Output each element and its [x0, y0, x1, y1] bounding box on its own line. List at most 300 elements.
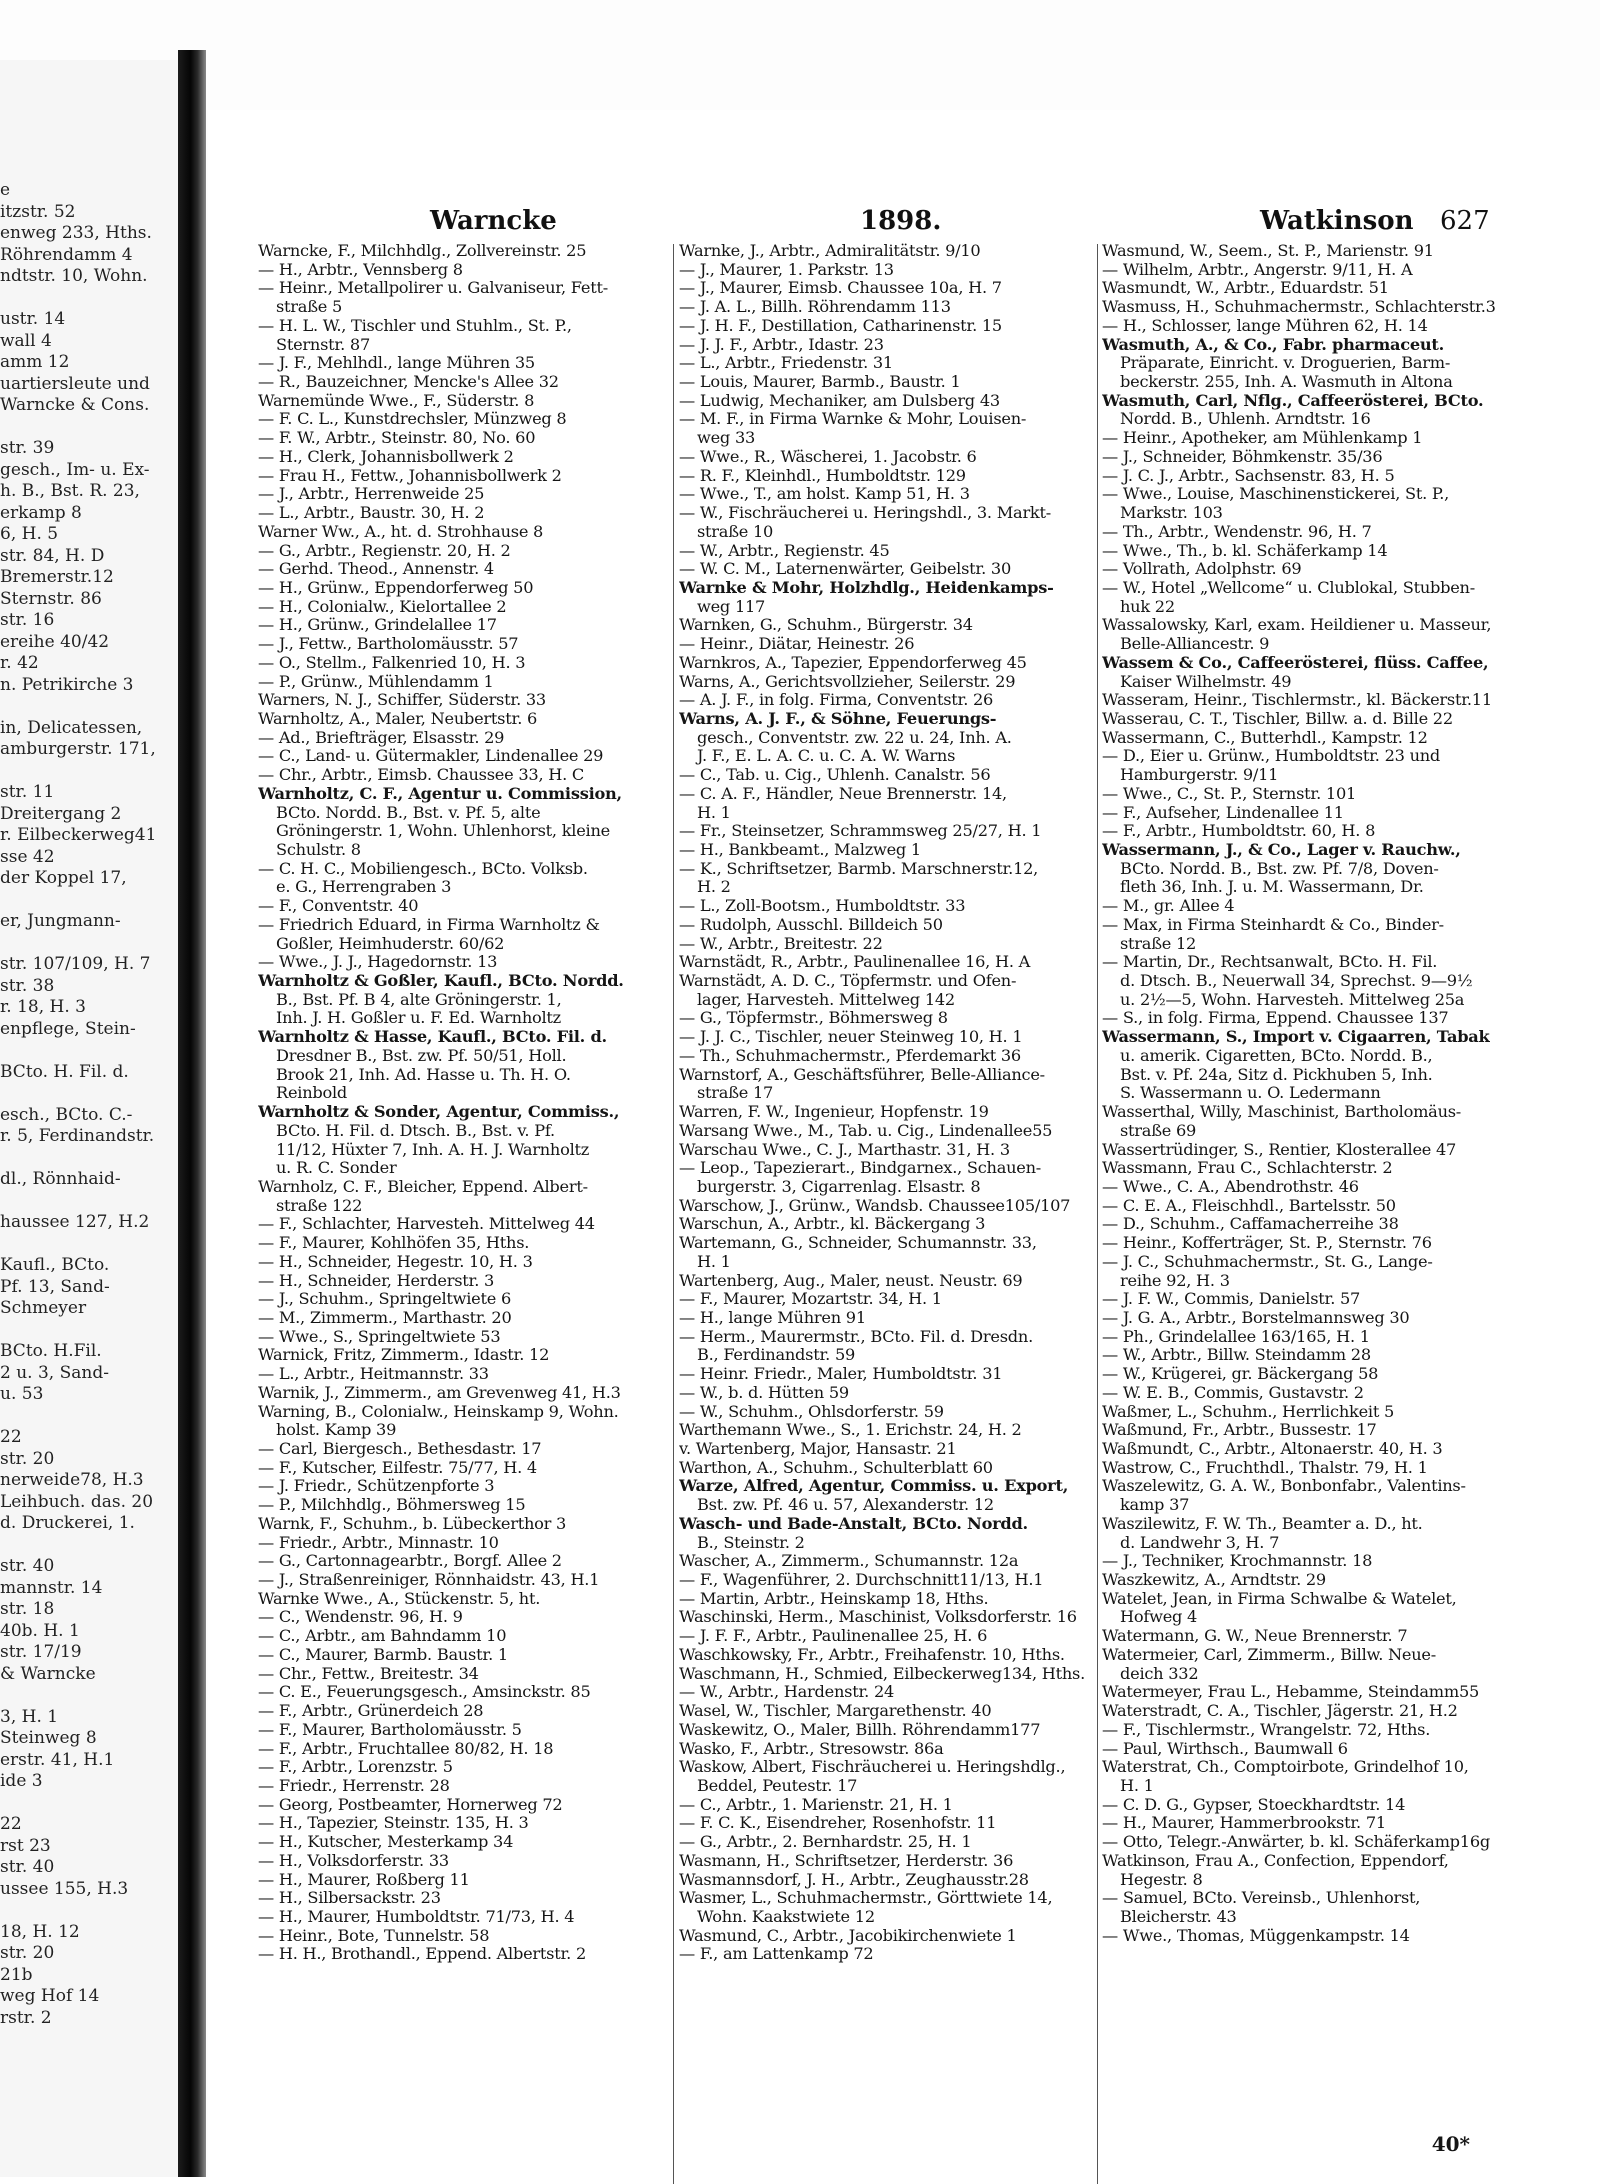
directory-entry-line: — J., Straßenreiniger, Rönnhaidstr. 43, H.1	[258, 1571, 600, 1590]
directory-entry-line: — Leop., Tapezierart., Bindgarnex., Schauen-	[679, 1159, 1042, 1178]
directory-entry-line: Watermeyer, Frau L., Hebamme, Steindamm55	[1102, 1683, 1480, 1702]
directory-entry-line: — Wwe., Thomas, Müggenkampstr. 14	[1102, 1926, 1410, 1945]
directory-entry-line: Wasmann, H., Schriftsetzer, Herderstr. 36	[679, 1851, 1014, 1870]
directory-entry-line: Wasmund, W., Seem., St. P., Marienstr. 91	[1102, 242, 1434, 260]
left-fragment-line: str. 20	[0, 1448, 55, 1469]
directory-entry-line: Wasmund, C., Arbtr., Jacobikirchenwiete 1	[679, 1926, 1017, 1945]
directory-entry-line: — H., Tapezier, Steinstr. 135, H. 3	[258, 1814, 529, 1833]
left-fragment-line: r. Eilbeckerweg41	[0, 825, 157, 845]
left-fragment-line: der Koppel 17,	[0, 868, 127, 888]
directory-entry-line: Warschow, J., Grünw., Wandsb. Chaussee105/107	[679, 1196, 1071, 1215]
directory-entry-line: — H., Schneider, Herderstr. 3	[258, 1271, 495, 1290]
directory-entry-line: — Herm., Maurermstr., BCto. Fil. d. Dresdn.	[679, 1327, 1033, 1346]
directory-entry-line: Brook 21, Inh. Ad. Hasse u. Th. H. O.	[276, 1065, 571, 1084]
directory-entry-line: — F., Aufseher, Lindenallee 11	[1102, 803, 1344, 822]
directory-entry-line: B., Steinstr. 2	[697, 1533, 805, 1552]
firm-entry-line: Wassermann, J., & Co., Lager v. Rauchw.,	[1102, 841, 1461, 859]
left-fragment-line: rstr. 2	[0, 2007, 52, 2028]
directory-entry-line: — Vollrath, Adolphstr. 69	[1102, 560, 1302, 579]
directory-entry-line: — Wwe., C. A., Abendrothstr. 46	[1102, 1177, 1359, 1196]
directory-entry-line: 11/12, Hüxter 7, Inh. A. H. J. Warnholtz	[276, 1140, 590, 1159]
directory-entry-line: huk 22	[1120, 597, 1175, 616]
directory-entry-line: Wascher, A., Zimmerm., Schumannstr. 12a	[679, 1552, 1019, 1571]
directory-entry-line: Wasmundt, W., Arbtr., Eduardstr. 51	[1102, 279, 1389, 298]
directory-entry-line: Watermann, G. W., Neue Brennerstr. 7	[1102, 1627, 1408, 1646]
directory-entry-line: — C., Maurer, Barmb. Baustr. 1	[258, 1645, 508, 1664]
left-fragment-line: Kaufl., BCto.	[0, 1255, 110, 1275]
left-fragment-line: nerweide78, H.3	[0, 1470, 144, 1490]
directory-entry-line: — F., Maurer, Kohlhöfen 35, Hths.	[258, 1234, 530, 1253]
directory-entry-line: Hegestr. 8	[1120, 1870, 1203, 1889]
directory-entry-line: Warthemann Wwe., S., 1. Erichstr. 24, H. 2	[679, 1421, 1022, 1440]
directory-entry-line: Waskewitz, O., Maler, Billh. Röhrendamm177	[679, 1720, 1041, 1739]
firm-entry-line: Wassem & Co., Caffeerösterei, flüss. Caffee,	[1102, 653, 1489, 672]
directory-entry-line: Bst. zw. Pf. 46 u. 57, Alexanderstr. 12	[697, 1496, 994, 1515]
directory-entry-line: — J. G. A., Arbtr., Borstelmannsweg 30	[1102, 1308, 1410, 1327]
directory-entry-line: Watelet, Jean, in Firma Schwalbe & Watelet,	[1102, 1589, 1457, 1608]
directory-entry-line: Warnstorf, A., Geschäftsführer, Belle-Alliance-	[679, 1065, 1045, 1084]
directory-entry-line: — C. A. F., Händler, Neue Brennerstr. 14,	[679, 784, 1007, 803]
directory-entry-line: — Gerhd. Theod., Annenstr. 4	[258, 560, 494, 579]
directory-entry-line: — C., Wendenstr. 96, H. 9	[258, 1608, 463, 1627]
directory-entry-line: Waschinski, Herm., Maschinist, Volksdorferstr. 16	[679, 1608, 1077, 1627]
directory-entry-line: H. 1	[697, 1252, 731, 1271]
directory-entry-line: Nordd. B., Uhlenh. Arndtstr. 16	[1120, 410, 1371, 429]
left-fragment-line: ide 3	[0, 1771, 43, 1791]
directory-entry-line: — C., Arbtr., am Bahndamm 10	[258, 1627, 507, 1646]
directory-entry-line: Hamburgerstr. 9/11	[1120, 766, 1279, 785]
directory-entry-line: Markstr. 103	[1120, 504, 1223, 523]
column-divider-1	[673, 244, 674, 2184]
directory-entry-line: — Rudolph, Ausschl. Billdeich 50	[679, 915, 943, 934]
directory-entry-line: — Heinr., Diätar, Heinestr. 26	[679, 635, 915, 654]
directory-entry-line: — K., Schriftsetzer, Barmb. Marschnerstr.12,	[679, 859, 1039, 878]
left-fragment-line: Steinweg 8	[0, 1728, 97, 1748]
directory-entry-line: — J., Schuhm., Springeltwiete 6	[258, 1290, 512, 1309]
directory-entry-line: Warnstädt, A. D. C., Töpfermstr. und Ofen-	[679, 972, 1017, 991]
left-fragment-line: wall 4	[0, 330, 52, 351]
left-fragment-line: 6, H. 5	[0, 524, 59, 544]
directory-entry-line: Inh. J. H. Goßler u. F. Ed. Warnholtz	[276, 1009, 561, 1028]
running-head-year: 1898.	[860, 206, 942, 236]
directory-entry-line: Warnemünde Wwe., F., Süderstr. 8	[258, 391, 535, 410]
directory-entry-line: — J. J. C., Tischler, neuer Steinweg 10, H. 1	[679, 1028, 1023, 1047]
directory-entry-line: Wassalowsky, Karl, exam. Heildiener u. Masseur,	[1102, 616, 1492, 635]
directory-entry-line: — Martin, Dr., Rechtsanwalt, BCto. H. Fil.	[1102, 953, 1438, 972]
directory-entry-line: — Heinr., Apotheker, am Mühlenkamp 1	[1102, 429, 1423, 448]
directory-entry-line: S. Wassermann u. O. Ledermann	[1120, 1084, 1381, 1103]
directory-entry-line: burgerstr. 3, Cigarrenlag. Elsastr. 8	[697, 1177, 981, 1196]
firm-entry-line: Warnke & Mohr, Holzhdlg., Heidenkamps-	[679, 578, 1054, 597]
left-fragment-line: Leihbuch. das. 20	[0, 1491, 154, 1512]
directory-entry-line: — W., Arbtr., Regienstr. 45	[679, 541, 890, 560]
directory-entry-line: — J. C. J., Arbtr., Sachsenstr. 83, H. 5	[1102, 466, 1395, 485]
directory-entry-line: — M., gr. Allee 4	[1102, 897, 1235, 916]
left-fragment-line: Dreitergang 2	[0, 803, 122, 824]
directory-entry-line: — C., Land- u. Gütermakler, Lindenallee 29	[258, 747, 604, 766]
directory-entry-line: — J. H. F., Destillation, Catharinenstr. 15	[679, 316, 1002, 335]
directory-entry-line: — Heinr. Friedr., Maler, Humboldtstr. 31	[679, 1365, 1003, 1384]
left-fragment-line: amm 12	[0, 352, 70, 372]
left-fragment-line: Schmeyer	[0, 1298, 87, 1318]
firm-entry-line: Wasmuth, Carl, Nflg., Caffeerösterei, BCto.	[1102, 391, 1484, 410]
left-fragment-line: & Warncke	[0, 1663, 96, 1684]
directory-entry-line: — H. H., Brothandl., Eppend. Albertstr. 2	[258, 1945, 587, 1964]
directory-entry-line: — J. A. L., Billh. Röhrendamm 113	[679, 298, 951, 317]
directory-entry-line: — R., Bauzeichner, Mencke's Allee 32	[258, 373, 559, 392]
left-fragment-line: 22	[0, 1814, 22, 1834]
left-fragment-line: str. 39	[0, 438, 55, 458]
directory-entry-line: Wasko, F., Arbtr., Stresowstr. 86a	[679, 1739, 944, 1758]
directory-entry-line: — C., Tab. u. Cig., Uhlenh. Canalstr. 56	[679, 766, 991, 785]
directory-entry-line: — G., Arbtr., Regienstr. 20, H. 2	[258, 541, 511, 560]
directory-entry-line: Wassmann, Frau C., Schlachterstr. 2	[1102, 1159, 1393, 1178]
directory-entry-line: — F., Arbtr., Humboldtstr. 60, H. 8	[1102, 822, 1376, 841]
directory-entry-line: — Ph., Grindelallee 163/165, H. 1	[1102, 1327, 1370, 1346]
directory-entry-line: gesch., Conventstr. zw. 22 u. 24, Inh. A.	[697, 728, 1012, 747]
directory-entry-line: Waterstrat, Ch., Comptoirbote, Grindelhof 10,	[1102, 1758, 1469, 1777]
directory-entry-line: Watkinson, Frau A., Confection, Eppendorf,	[1102, 1851, 1449, 1870]
directory-entry-line: BCto. Nordd. B., Bst. v. Pf. 5, alte	[276, 803, 541, 822]
directory-entry-line: straße 122	[276, 1196, 363, 1215]
left-fragment-line: 21b	[0, 1964, 33, 1985]
directory-entry-line: Warners, N. J., Schiffer, Süderstr. 33	[258, 691, 546, 710]
directory-entry-line: Schulstr. 8	[276, 841, 361, 859]
directory-entry-line: straße 69	[1120, 1121, 1197, 1140]
directory-entry-line: — C. E., Feuerungsgesch., Amsinckstr. 85	[258, 1683, 591, 1702]
signature-mark: 40*	[1431, 2132, 1470, 2156]
directory-entry-line: — W., Fischräucherei u. Heringshdl., 3. Markt-	[679, 504, 1051, 523]
left-fragment-line: 22	[0, 1427, 22, 1447]
directory-entry-line: Reinbold	[276, 1084, 348, 1103]
directory-entry-line: H. 1	[697, 803, 731, 822]
directory-entry-line: — Samuel, BCto. Vereinsb., Uhlenhorst,	[1102, 1889, 1421, 1908]
directory-entry-line: — F. C. L., Kunstdrechsler, Münzweg 8	[258, 410, 567, 429]
directory-entry-line: Präparate, Einricht. v. Droguerien, Barm-	[1120, 354, 1451, 373]
firm-entry-line: Wasmuth, A., & Co., Fabr. pharmaceut.	[1102, 335, 1445, 354]
left-fragment-line: n. Petrikirche 3	[0, 674, 134, 695]
directory-entry-line: — Heinr., Metallpolirer u. Galvaniseur, Fett-	[258, 279, 608, 298]
directory-entry-line: — L., Zoll-Bootsm., Humboldtstr. 33	[679, 897, 966, 916]
directory-entry-line: — M., Zimmerm., Marthastr. 20	[258, 1308, 512, 1327]
directory-entry-line: H. 1	[1120, 1776, 1154, 1795]
directory-entry-line: Waßmund, Fr., Arbtr., Bussestr. 17	[1102, 1421, 1377, 1440]
directory-entry-line: — Martin, Arbtr., Heinskamp 18, Hths.	[679, 1589, 989, 1608]
left-fragment-line: amburgerstr. 171,	[0, 739, 156, 759]
directory-entry-line: Warncke, F., Milchhdlg., Zollvereinstr. 25	[258, 242, 587, 260]
directory-entry-line: — P., Grünw., Mühlendamm 1	[258, 672, 494, 691]
directory-entry-line: Watermeier, Carl, Zimmerm., Billw. Neue-	[1102, 1645, 1436, 1664]
left-fragment-line: enpflege, Stein-	[0, 1018, 136, 1039]
directory-entry-line: Wasmer, L., Schuhmachermstr., Görttwiete 14,	[679, 1889, 1053, 1908]
directory-entry-line: — H., Grünw., Grindelallee 17	[258, 616, 497, 635]
directory-entry-line: — H., Arbtr., Vennsberg 8	[258, 260, 463, 279]
left-fragment-line: str. 40	[0, 1556, 55, 1576]
left-fragment-line: Pf. 13, Sand-	[0, 1276, 110, 1297]
left-fragment-line: ereihe 40/42	[0, 631, 110, 652]
directory-entry-line: — L., Arbtr., Heitmannstr. 33	[258, 1365, 489, 1384]
directory-entry-line: — A. J. F., in folg. Firma, Conventstr. 26	[679, 691, 994, 710]
directory-entry-line: — W., Schuhm., Ohlsdorferstr. 59	[679, 1402, 944, 1421]
directory-entry-line: — Fr., Steinsetzer, Schrammsweg 25/27, H. 1	[679, 822, 1042, 841]
directory-entry-line: — Max, in Firma Steinhardt & Co., Binder-	[1102, 915, 1444, 934]
left-fragment-line: str. 11	[0, 782, 55, 802]
directory-entry-line: — Ludwig, Mechaniker, am Dulsberg 43	[679, 391, 1000, 410]
left-fragment-line: ussee 155, H.3	[0, 1878, 129, 1899]
directory-entry-line: Waszelewitz, G. A. W., Bonbonfabr., Valentins-	[1102, 1477, 1466, 1496]
directory-entry-line: kamp 37	[1120, 1496, 1190, 1515]
directory-entry-line: Wasseram, Heinr., Tischlermstr., kl. Bäckerstr.11	[1102, 691, 1492, 710]
firm-entry-line: Warze, Alfred, Agentur, Commiss. u. Export,	[679, 1477, 1069, 1496]
directory-entry-line: — F. W., Arbtr., Steinstr. 80, No. 60	[258, 429, 536, 448]
directory-entry-line: Waßmundt, C., Arbtr., Altonaerstr. 40, H. 3	[1102, 1440, 1443, 1458]
directory-entry-line: u. amerik. Cigaretten, BCto. Nordd. B.,	[1120, 1046, 1433, 1065]
directory-entry-line: — G., Arbtr., 2. Bernhardstr. 25, H. 1	[679, 1833, 972, 1852]
directory-entry-line: Warschun, A., Arbtr., kl. Bäckergang 3	[679, 1215, 986, 1234]
directory-entry-line: — H., Clerk, Johannisbollwerk 2	[258, 447, 514, 466]
directory-entry-line: — P., Milchhdlg., Böhmersweg 15	[258, 1496, 526, 1515]
directory-entry-line: weg 33	[697, 429, 756, 448]
directory-entry-line: Warner Ww., A., ht. d. Strohhause 8	[258, 522, 544, 541]
directory-entry-line: — C., Arbtr., 1. Marienstr. 21, H. 1	[679, 1795, 953, 1814]
directory-entry-line: — M. F., in Firma Warnke & Mohr, Louisen-	[679, 410, 1027, 429]
left-fragment-line: r. 42	[0, 653, 39, 673]
directory-entry-line: — H., Schneider, Hegestr. 10, H. 3	[258, 1252, 533, 1271]
directory-entry-line: — J. F. W., Commis, Danielstr. 57	[1102, 1290, 1361, 1309]
directory-entry-line: u. 2½—5, Wohn. Harvesteh. Mittelweg 25a	[1120, 990, 1465, 1009]
directory-entry-line: — Heinr., Bote, Tunnelstr. 58	[258, 1926, 490, 1945]
directory-entry-line: — F., am Lattenkamp 72	[679, 1945, 874, 1964]
directory-entry-line: Warnholtz, A., Maler, Neubertstr. 6	[258, 709, 538, 728]
directory-entry-line: — L., Arbtr., Baustr. 30, H. 2	[258, 504, 485, 523]
directory-entry-line: — F., Wagenführer, 2. Durchschnitt11/13, H.1	[679, 1571, 1044, 1590]
book-gutter	[178, 50, 206, 2177]
directory-entry-line: — W. C. M., Laternenwärter, Geibelstr. 30	[679, 560, 1011, 579]
directory-entry-line: Warnholz, C. F., Bleicher, Eppend. Albert-	[258, 1177, 588, 1196]
directory-entry-line: — D., Schuhm., Caffamacherreihe 38	[1102, 1215, 1399, 1234]
firm-entry-line: Wassermann, S., Import v. Cigaarren, Tabak	[1102, 1028, 1490, 1047]
directory-entry-line: Goßler, Heimhuderstr. 60/62	[276, 934, 505, 953]
left-fragment-line: r. 5, Ferdinandstr.	[0, 1126, 155, 1146]
directory-entry-line: — F., Arbtr., Lorenzstr. 5	[258, 1758, 453, 1777]
directory-entry-line: — J., Techniker, Krochmannstr. 18	[1102, 1552, 1373, 1571]
directory-entry-line: Warnke Wwe., A., Stückenstr. 5, ht.	[258, 1589, 541, 1608]
left-fragment-line: gesch., Im- u. Ex-	[0, 459, 150, 480]
left-fragment-line: dl., Rönnhaid-	[0, 1169, 121, 1189]
running-head-left: Warncke	[430, 206, 557, 236]
directory-entry-line: reihe 92, H. 3	[1120, 1271, 1230, 1290]
directory-entry-line: e. G., Herrengraben 3	[276, 878, 452, 897]
directory-entry-line: Belle-Alliancestr. 9	[1120, 635, 1270, 654]
directory-entry-line: — Wwe., S., Springeltwiete 53	[258, 1327, 501, 1346]
directory-entry-line: — F., Conventstr. 40	[258, 897, 419, 916]
directory-entry-line: Warschau Wwe., C. J., Marthastr. 31, H. 3	[679, 1140, 1010, 1159]
directory-entry-line: — Wwe., Th., b. kl. Schäferkamp 14	[1102, 541, 1388, 560]
directory-entry-line: Waschkowsky, Fr., Arbtr., Freihafenstr. 10, Hths.	[679, 1645, 1065, 1664]
left-fragment-line: uartiersleute und	[0, 373, 150, 394]
directory-entry-line: weg 117	[697, 597, 766, 616]
directory-entry-line: Wasel, W., Tischler, Margarethenstr. 40	[679, 1702, 992, 1721]
directory-entry-line: — R. F., Kleinhdl., Humboldtstr. 129	[679, 466, 966, 485]
left-fragment-line: erkamp 8	[0, 502, 82, 523]
directory-entry-line: Hofweg 4	[1120, 1608, 1198, 1627]
directory-entry-line: — Otto, Telegr.-Anwärter, b. kl. Schäferkamp16g	[1102, 1833, 1491, 1852]
left-fragment-line: sse 42	[0, 846, 55, 867]
directory-entry-line: — F., Arbtr., Grünerdeich 28	[258, 1702, 484, 1721]
directory-entry-line: — H., Schlosser, lange Mühren 62, H. 14	[1102, 316, 1428, 335]
directory-entry-line: — H., Grünw., Eppendorferweg 50	[258, 578, 534, 597]
directory-entry-line: Waskow, Albert, Fischräucherei u. Heringshdlg.,	[679, 1758, 1066, 1777]
directory-entry-line: Waßmer, L., Schuhm., Herrlichkeit 5	[1102, 1402, 1395, 1421]
column-divider-2	[1097, 244, 1098, 2184]
left-fragment-line: str. 40	[0, 1857, 55, 1877]
left-fragment-line: Röhrendamm 4	[0, 244, 133, 265]
directory-entry-line: — H., lange Mühren 91	[679, 1308, 866, 1327]
directory-entry-line: d. Dtsch. B., Neuerwall 34, Sprechst. 9—9½	[1120, 972, 1473, 991]
directory-entry-line: Wassermann, C., Butterhdl., Kampstr. 12	[1102, 728, 1428, 747]
directory-entry-line: — J., Fettw., Bartholomäusstr. 57	[258, 635, 519, 654]
directory-entry-line: — F., Maurer, Bartholomäusstr. 5	[258, 1720, 522, 1739]
directory-entry-line: B., Ferdinandstr. 59	[697, 1346, 856, 1365]
directory-entry-line: Kaiser Wilhelmstr. 49	[1120, 672, 1292, 691]
directory-entry-line: — F. C. K., Eisendreher, Rosenhofstr. 11	[679, 1814, 997, 1833]
left-fragment-line: haussee 127, H.2	[0, 1212, 150, 1232]
directory-entry-line: — C. H. C., Mobiliengesch., BCto. Volksb.	[258, 859, 588, 878]
left-fragment-line: ndtstr. 10, Wohn.	[0, 266, 148, 286]
directory-entry-line: — H., Maurer, Roßberg 11	[258, 1870, 470, 1889]
directory-entry-line: lager, Harvesteh. Mittelweg 142	[697, 990, 955, 1009]
directory-entry-line: u. R. C. Sonder	[276, 1159, 397, 1178]
left-fragment-line: str. 17/19	[0, 1642, 82, 1662]
directory-entry-line: — Th., Schuhmachermstr., Pferdemarkt 36	[679, 1046, 1021, 1065]
directory-entry-line: — J. C., Schuhmachermstr., St. G., Lange-	[1102, 1252, 1433, 1271]
directory-entry-line: — H., Maurer, Hammerbrookstr. 71	[1102, 1814, 1386, 1833]
directory-entry-line: — Heinr., Kofferträger, St. P., Sternstr. 76	[1102, 1234, 1432, 1253]
running-head-right: Watkinson	[1260, 206, 1414, 236]
firm-entry-line: Warnholtz & Sonder, Agentur, Commiss.,	[258, 1103, 620, 1122]
left-fragment-line: Sternstr. 86	[0, 588, 102, 609]
directory-entry-line: Warnk, F., Schuhm., b. Lübeckerthor 3	[258, 1514, 567, 1533]
left-fragment-line: str. 107/109, H. 7	[0, 954, 151, 974]
directory-entry-line: Wasserthal, Willy, Maschinist, Bartholomäus-	[1102, 1103, 1462, 1122]
directory-entry-line: Wasmuss, H., Schuhmachermstr., Schlachterstr.3	[1102, 298, 1496, 317]
left-fragment-line: 2 u. 3, Sand-	[0, 1362, 109, 1383]
left-fragment-line: er, Jungmann-	[0, 911, 121, 931]
directory-entry-line: — Friedr., Herrenstr. 28	[258, 1776, 450, 1795]
directory-entry-line: — J. Friedr., Schützenpforte 3	[258, 1477, 495, 1496]
directory-entry-line: Warsang Wwe., M., Tab. u. Cig., Lindenallee55	[679, 1121, 1053, 1140]
directory-entry-line: — H., Bankbeamt., Malzweg 1	[679, 841, 921, 859]
directory-entry-line: Warnken, G., Schuhm., Bürgerstr. 34	[679, 616, 973, 635]
directory-entry-line: Warthon, A., Schuhm., Schulterblatt 60	[679, 1458, 993, 1477]
directory-entry-line: — J. F. F., Arbtr., Paulinenallee 25, H. 6	[679, 1627, 988, 1646]
directory-entry-line: — L., Arbtr., Friedenstr. 31	[679, 354, 893, 373]
directory-entry-line: — Wilhelm, Arbtr., Angerstr. 9/11, H. A	[1102, 260, 1413, 279]
left-fragment-line: itzstr. 52	[0, 201, 76, 222]
directory-entry-line: — W., Krügerei, gr. Bäckergang 58	[1102, 1365, 1379, 1384]
left-fragment-line: 40b. H. 1	[0, 1620, 80, 1641]
directory-entry-line: — Carl, Biergesch., Bethesdastr. 17	[258, 1440, 542, 1458]
directory-entry-line: — F., Arbtr., Fruchtallee 80/82, H. 18	[258, 1739, 554, 1758]
directory-entry-line: — H., Volksdorferstr. 33	[258, 1851, 449, 1870]
directory-entry-line: Wasmannsdorf, J. H., Arbtr., Zeughausstr.28	[679, 1870, 1029, 1889]
left-fragment-line: mannstr. 14	[0, 1577, 103, 1598]
left-fragment-line: str. 18	[0, 1599, 55, 1619]
left-fragment-line: Warncke & Cons.	[0, 395, 150, 415]
directory-entry-line: — Ad., Briefträger, Elsasstr. 29	[258, 728, 505, 747]
directory-entry-line: — F., Schlachter, Harvesteh. Mittelweg 44	[258, 1215, 595, 1234]
directory-entry-line: Wasserau, C. T., Tischler, Billw. a. d. Bille 22	[1102, 709, 1453, 728]
directory-entry-line: — Paul, Wirthsch., Baumwall 6	[1102, 1739, 1348, 1758]
column-3	[1102, 242, 1522, 1945]
directory-entry-line: Waszilewitz, F. W. Th., Beamter a. D., ht.	[1102, 1514, 1423, 1533]
column-1	[258, 242, 668, 1964]
directory-entry-line: Wohn. Kaakstwiete 12	[697, 1907, 875, 1926]
directory-entry-line: — J., Arbtr., Herrenweide 25	[258, 485, 485, 504]
directory-entry-line: Bleicherstr. 43	[1120, 1907, 1237, 1926]
left-fragment-line: ustr. 14	[0, 309, 66, 329]
directory-entry-line: — J., Maurer, Eimsb. Chaussee 10a, H. 7	[679, 279, 1002, 298]
directory-entry-line: — O., Stellm., Falkenried 10, H. 3	[258, 653, 526, 672]
firm-entry-line: Warnholtz, C. F., Agentur u. Commission,	[258, 784, 622, 803]
left-fragment-line: d. Druckerei, 1.	[0, 1513, 135, 1533]
left-fragment-line: in, Delicatessen,	[0, 717, 143, 738]
directory-entry-line: — H., Colonialw., Kielortallee 2	[258, 597, 507, 616]
left-fragment-line: weg Hof 14	[0, 1986, 100, 2006]
directory-entry-line: — G., Cartonnagearbtr., Borgf. Allee 2	[258, 1552, 562, 1571]
directory-entry-line: Warnik, J., Zimmerm., am Grevenweg 41, H.3	[258, 1383, 621, 1402]
directory-entry-line: — W., Arbtr., Billw. Steindamm 28	[1102, 1346, 1371, 1365]
left-page-fragment	[0, 60, 180, 2177]
firm-entry-line: Warns, A. J. F., & Söhne, Feuerungs-	[679, 709, 997, 728]
directory-entry-line: — H., Silbersackstr. 23	[258, 1889, 441, 1908]
directory-entry-line: — W., Arbtr., Breitestr. 22	[679, 934, 883, 953]
directory-entry-line: — C. E. A., Fleischhdl., Bartelsstr. 50	[1102, 1196, 1396, 1215]
directory-entry-line: BCto. Nordd. B., Bst. zw. Pf. 7/8, Doven-	[1120, 859, 1439, 878]
directory-entry-line: Sternstr. 87	[276, 335, 370, 354]
directory-entry-line: — Frau H., Fettw., Johannisbollwerk 2	[258, 466, 562, 485]
left-fragment-line: enweg 233, Hths.	[0, 223, 152, 243]
directory-entry-line: Waszkewitz, A., Arndtstr. 29	[1102, 1571, 1326, 1590]
directory-entry-line: — Louis, Maurer, Barmb., Baustr. 1	[679, 373, 961, 392]
left-fragment-line: str. 20	[0, 1943, 55, 1963]
directory-entry-line: — F., Kutscher, Eilfestr. 75/77, H. 4	[258, 1458, 537, 1477]
left-fragment-line: BCto. H.Fil.	[0, 1341, 102, 1361]
left-fragment-line: u. 53	[0, 1384, 44, 1404]
directory-entry-line: — Wwe., R., Wäscherei, 1. Jacobstr. 6	[679, 447, 977, 466]
left-fragment-line: 3, H. 1	[0, 1706, 59, 1727]
directory-entry-line: Gröningerstr. 1, Wohn. Uhlenhorst, kleine	[276, 822, 610, 841]
directory-entry-line: deich 332	[1120, 1664, 1199, 1683]
firm-entry-line: Warnholtz & Goßler, Kaufl., BCto. Nordd.	[258, 972, 624, 991]
directory-entry-line: straße 12	[1120, 934, 1197, 953]
directory-entry-line: B., Bst. Pf. B 4, alte Gröningerstr. 1,	[276, 990, 562, 1009]
left-fragment-line: h. B., Bst. R. 23,	[0, 481, 140, 501]
directory-entry-line: straße 5	[276, 298, 343, 317]
directory-entry-line: Warns, A., Gerichtsvollzieher, Seilerstr. 29	[679, 672, 1016, 691]
firm-entry-line: Warnholtz & Hasse, Kaufl., BCto. Fil. d.	[258, 1028, 607, 1047]
directory-entry-line: — J. F., Mehlhdl., lange Mühren 35	[258, 354, 535, 373]
directory-entry-line: — W. E. B., Commis, Gustavstr. 2	[1102, 1383, 1364, 1402]
directory-entry-line: Warnkros, A., Tapezier, Eppendorferweg 45	[679, 653, 1027, 672]
left-fragment-line: esch., BCto. C.-	[0, 1104, 133, 1125]
column-2	[679, 242, 1093, 1964]
directory-entry-line: Wartemann, G., Schneider, Schumannstr. 33,	[679, 1234, 1037, 1253]
directory-entry-line: — J., Maurer, 1. Parkstr. 13	[679, 260, 894, 279]
left-fragment-line: str. 84, H. D	[0, 545, 105, 566]
directory-entry-line: — W., Arbtr., Hardenstr. 24	[679, 1683, 895, 1702]
directory-entry-line: — Wwe., Louise, Maschinenstickerei, St. P.,	[1102, 485, 1450, 504]
